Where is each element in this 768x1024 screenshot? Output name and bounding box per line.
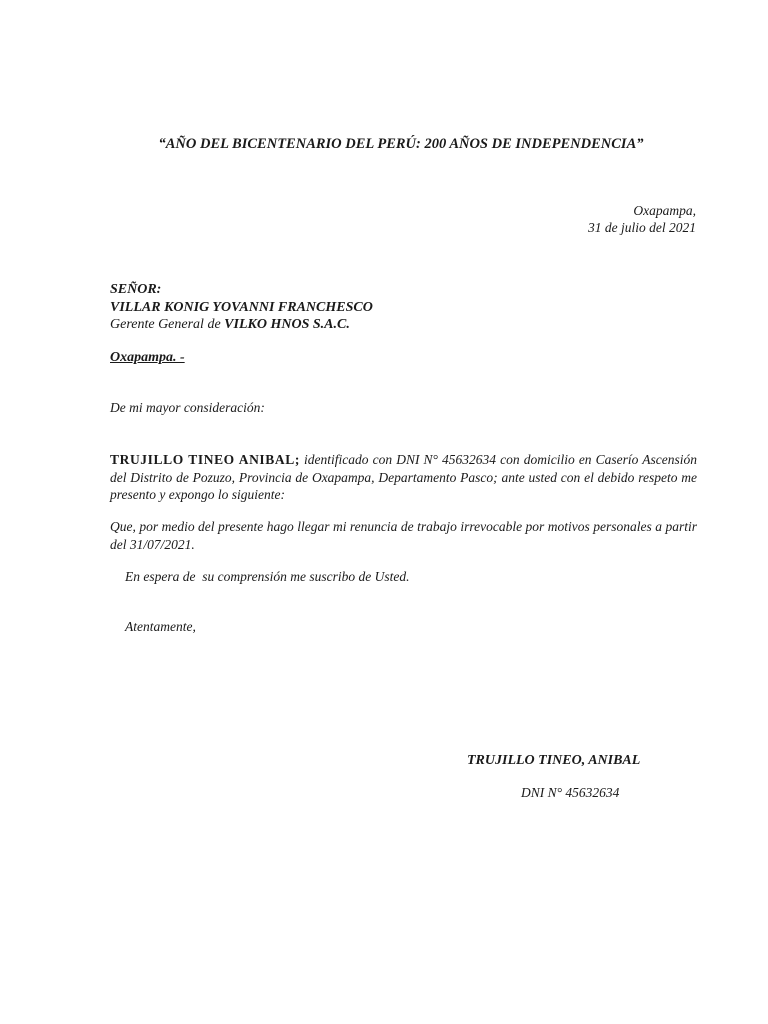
closing: Atentamente,	[125, 619, 196, 634]
letter-place: Oxapampa,	[633, 203, 696, 218]
city-line: Oxapampa. -	[110, 350, 185, 365]
body-paragraph-1-text: identificado con DNI N° 45632634 con domicilio en Caserío Ascensión del Distrito de Pozuzo, Provincia de Oxapampa, Departamento Pasco; ante usted con el debido respeto me presento y expongo lo siguiente:	[110, 452, 697, 502]
letter-date: 31 de julio del 2021	[588, 220, 696, 235]
recipient-title: SEÑOR:	[110, 282, 162, 297]
signature-name: TRUJILLO TINEO, ANIBAL	[467, 753, 641, 768]
year-motto: “AÑO DEL BICENTENARIO DEL PERÚ: 200 AÑOS DE INDEPENDENCIA”	[158, 136, 644, 152]
recipient-name: VILLAR KONIG YOVANNI FRANCHESCO	[110, 299, 373, 315]
recipient-company: VILKO HNOS S.A.C.	[224, 317, 350, 332]
body-paragraph-2: Que, por medio del presente hago llegar mi renuncia de trabajo irrevocable por motivos personales a partir del 31/07/2021.	[110, 519, 697, 552]
body-paragraph-1	[110, 451, 697, 504]
signature-dni: DNI N° 45632634	[521, 785, 620, 800]
body-paragraph-3: En espera de su comprensión me suscribo de Usted.	[125, 569, 410, 584]
recipient-role-prefix: Gerente General de	[110, 317, 225, 332]
recipient-block	[110, 281, 373, 334]
recipient-role	[110, 316, 373, 334]
sender-name-inline: TRUJILLO TINEO ANIBAL;	[110, 452, 300, 467]
greeting: De mi mayor consideración:	[110, 400, 265, 415]
place-and-date	[588, 202, 696, 236]
